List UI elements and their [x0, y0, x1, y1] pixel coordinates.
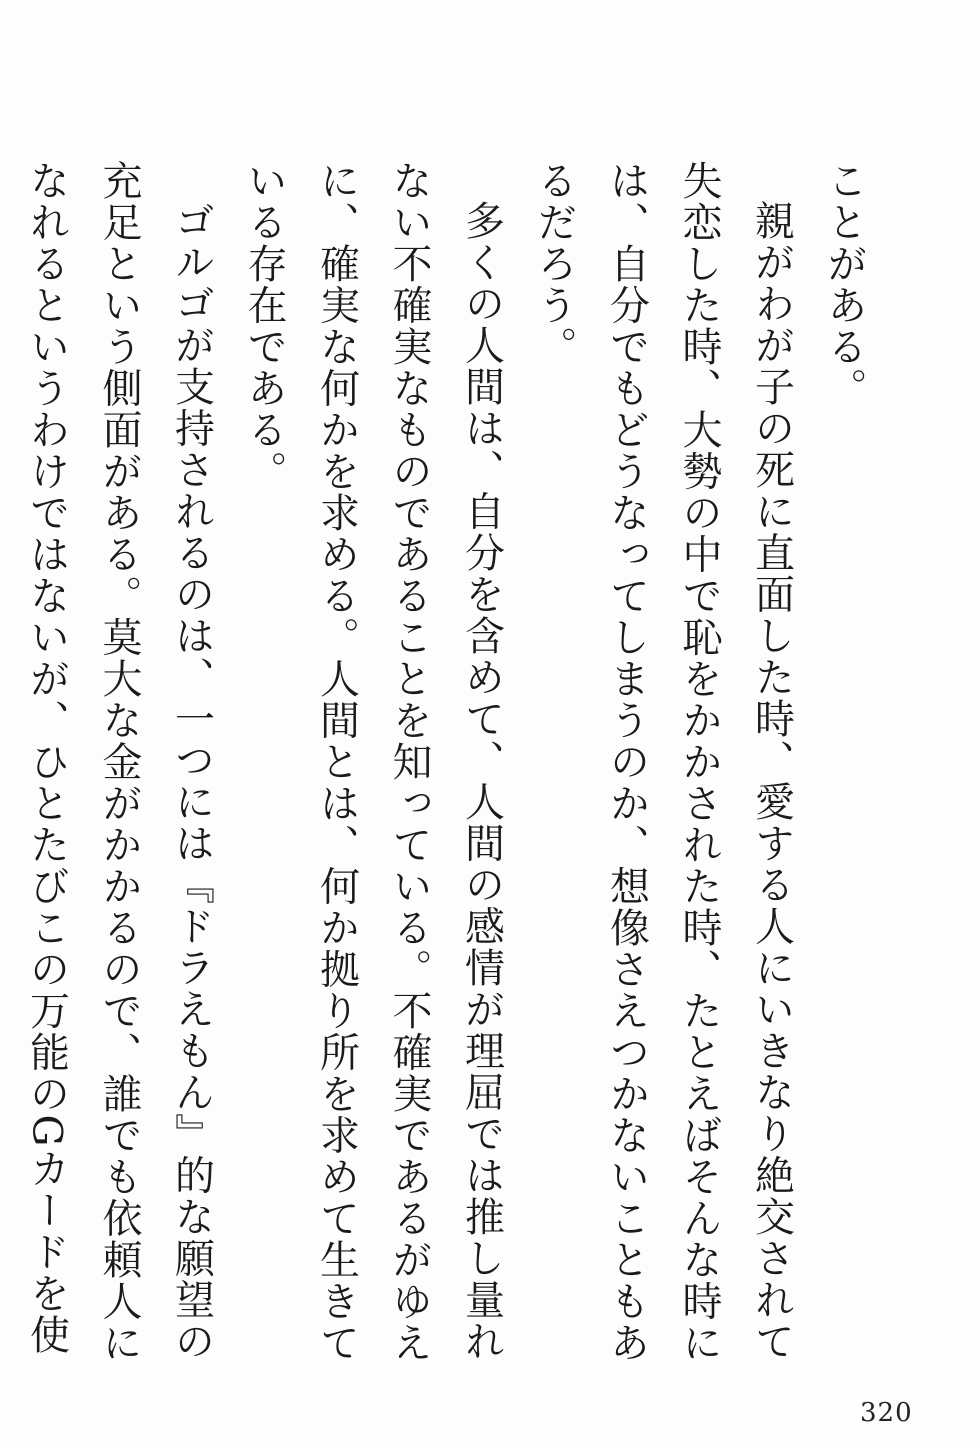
paragraph-3: 多くの人間は、自分を含めて、人間の感情が理屈では推し量れない不確実なものであることを知っている。不確実であるがゆえに、確実な何かを求める。人間とは、何か拠り所を求めて生きている存在である。 [241, 160, 505, 1364]
paragraph-4: ゴルゴが支持されるのは、一つには『ドラえもん』的な願望の充足という側面がある。莫大な金がかかるので、誰でも依頼人になれるというわけではないが、ひとたびこの万能のGカードを使 [23, 160, 215, 1364]
paragraph-1: ことがある。 [821, 160, 867, 409]
paragraph-2: 親がわが子の死に直面した時、愛する人にいきなり絶交されて失恋した時、大勢の中で恥をかかされた時、たとえばそんな時には、自分でもどうなってしまうのか、想像さえつかないこともあるだろう。 [531, 160, 795, 1364]
vertical-text-block [23, 160, 880, 1380]
page-number: 320 [860, 1398, 913, 1428]
